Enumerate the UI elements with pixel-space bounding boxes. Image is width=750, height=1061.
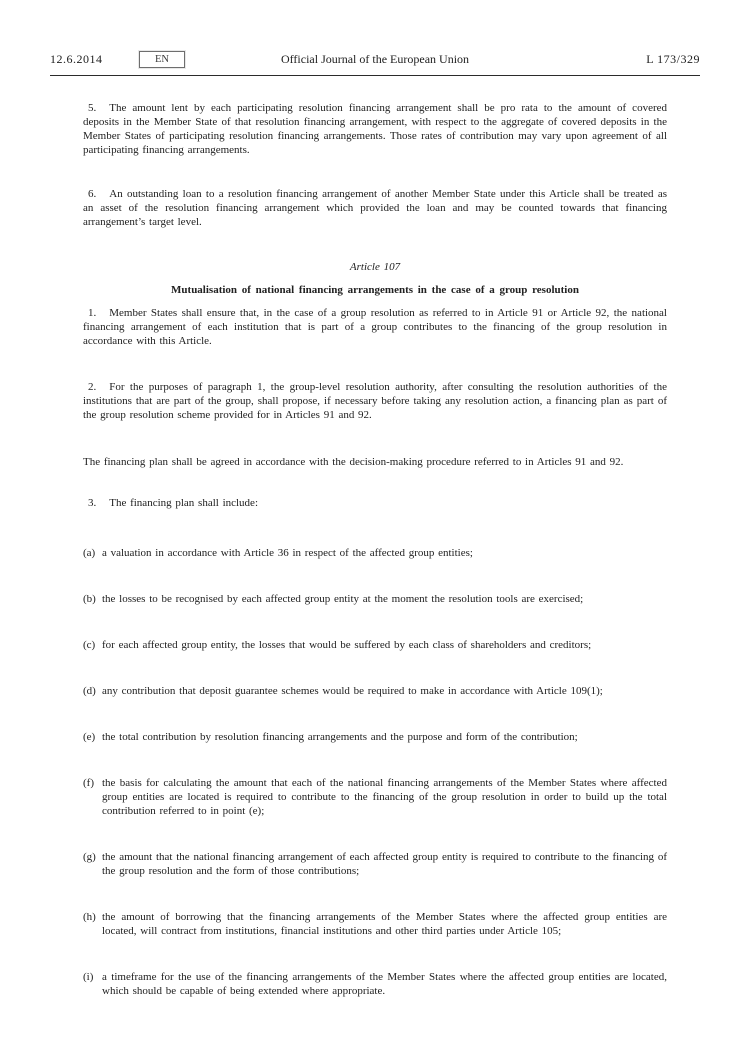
list-item-h — [83, 910, 667, 938]
list-item-a-label: (a) — [83, 547, 96, 559]
list-item-i — [83, 970, 667, 998]
paragraph-2 — [83, 380, 667, 422]
list-item-b — [83, 592, 667, 606]
paragraph-5 — [83, 101, 667, 157]
paragraph-2-number: 2. — [88, 381, 97, 393]
paragraph-1-number: 1. — [88, 307, 97, 319]
list-item-h-label: (h) — [83, 911, 96, 923]
list-item-e — [83, 730, 667, 744]
page-reference: L 173/329 — [646, 52, 700, 66]
paragraph-3-text: The financing plan shall include: — [109, 497, 258, 509]
list-item-g — [83, 850, 667, 878]
list-item-f-text: the basis for calculating the amount that each of the national financing arrangements of the Member States where affected group entities are located is required to contribute to the financing of the group resolution in order to build up the total contribution referred to in point (e); — [102, 777, 667, 817]
list-item-e-text: the total contribution by resolution financing arrangements and the purpose and form of the contribution; — [102, 731, 578, 743]
list-item-g-label: (g) — [83, 851, 96, 863]
list-item-f-label: (f) — [83, 777, 94, 789]
document-body — [0, 76, 750, 998]
list-item-a — [83, 546, 667, 560]
list-item-i-label: (i) — [83, 971, 94, 983]
list-item-b-text: the losses to be recognised by each affected group entity at the moment the resolution tools are exercised; — [102, 593, 584, 605]
list-item-i-text: a timeframe for the use of the financing arrangements of the Member States where the affected group entities are located, which should be capable of being extended where appropriate. — [102, 971, 667, 997]
paragraph-5-number: 5. — [88, 102, 97, 114]
paragraph-6 — [83, 187, 667, 229]
paragraph-1 — [83, 306, 667, 348]
list-item-c — [83, 638, 667, 652]
list-item-c-label: (c) — [83, 639, 96, 651]
page-header — [0, 0, 750, 76]
list-item-e-label: (e) — [83, 731, 96, 743]
list-item-h-text: the amount of borrowing that the financing arrangements of the Member States where the affected group entities are located, will contract from institutions, financial institutions and other third parties under Article 105; — [102, 911, 667, 937]
list-item-c-text: for each affected group entity, the losses that would be suffered by each class of shareholders and creditors; — [102, 639, 592, 651]
article-title-heading: Mutualisation of national financing arrangements in the case of a group resolution — [171, 284, 579, 296]
paragraph-3-number: 3. — [88, 497, 97, 509]
paragraph-2-continuation: The financing plan shall be agreed in accordance with the decision-making procedure referred to in Articles 91 and 92. — [83, 456, 624, 468]
list-item-d-label: (d) — [83, 685, 96, 697]
list-item-f — [83, 776, 667, 818]
journal-title: Official Journal of the European Union — [280, 52, 470, 66]
paragraph-2-text: For the purposes of paragraph 1, the group-level resolution authority, after consulting the resolution authorities of the institutions that are part of the group, shall propose, if necessary before taking any resolution action, a financing plan as part of the group resolution scheme provided for in Articles 91 and 92. — [83, 381, 667, 421]
list-item-g-text: the amount that the national financing arrangement of each affected group entity is required to contribute to the financing of the group resolution and the form of those contributions; — [102, 851, 667, 877]
list-item-d — [83, 684, 667, 698]
paragraph-3 — [83, 496, 667, 510]
header-divider — [50, 75, 700, 76]
list-item-b-label: (b) — [83, 593, 96, 605]
paragraph-1-text: Member States shall ensure that, in the case of a group resolution as referred to in Article 91 or Article 92, the national financing arrangement of each institution that is part of a group contributes to the financing of the group resolution in accordance with this Article. — [83, 307, 667, 347]
article-number-heading: Article 107 — [349, 261, 401, 273]
language-code-box: EN — [139, 51, 185, 68]
paragraph-5-text: The amount lent by each participating resolution financing arrangement shall be pro rata to the amount of covered deposits in the Member State of that resolution financing arrangement, with respect to the aggregate of covered deposits in the Member States of participating resolution financing arrangements. Those rates of contribution may vary upon agreement of all participating financing arrangements. — [83, 102, 667, 156]
list-item-d-text: any contribution that deposit guarantee schemes would be required to make in accordance with Article 109(1); — [102, 685, 603, 697]
paragraph-6-number: 6. — [88, 188, 97, 200]
paragraph-6-text: An outstanding loan to a resolution financing arrangement of another Member State under this Article shall be treated as an asset of the resolution financing arrangement which provided the loan and may be counted towards that financing arrangement’s target level. — [83, 188, 667, 228]
list-item-a-text: a valuation in accordance with Article 36 in respect of the affected group entities; — [102, 547, 473, 559]
publication-date: 12.6.2014 — [50, 52, 103, 66]
